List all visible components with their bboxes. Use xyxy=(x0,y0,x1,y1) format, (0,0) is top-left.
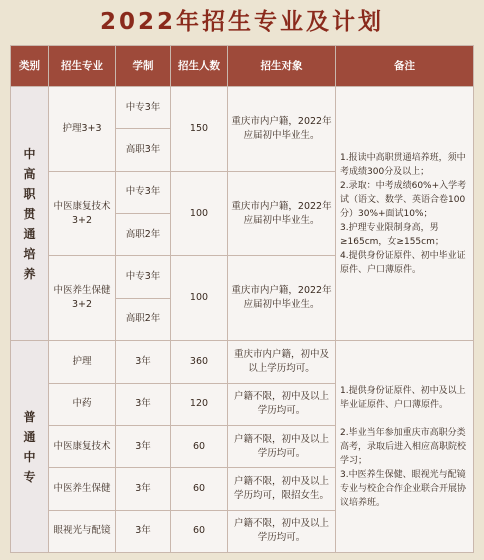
target-cell: 重庆市内户籍，初中及以上学历均可。 xyxy=(228,341,336,383)
duration-cell: 3年 xyxy=(116,383,171,425)
page-title: 2022年招生专业及计划 xyxy=(99,9,384,35)
category-label: 中高职贯通培养 xyxy=(23,146,36,281)
table-row xyxy=(11,87,474,129)
duration-cell: 高职3年 xyxy=(116,129,171,171)
header-count: 招生人数 xyxy=(171,46,228,87)
major-cell: 眼视光与配镜 xyxy=(49,510,116,552)
target-cell: 户籍不限，初中及以上学历均可。 xyxy=(228,425,336,467)
enrollment-plan-table xyxy=(10,45,474,553)
target-cell: 重庆市内户籍，2022年应届初中毕业生。 xyxy=(228,87,336,172)
duration-cell: 中专3年 xyxy=(116,87,171,129)
count-cell: 100 xyxy=(171,171,228,256)
major-cell: 中医康复技术3+2 xyxy=(49,171,116,256)
count-cell: 60 xyxy=(171,510,228,552)
table-row xyxy=(11,341,474,383)
header-duration: 学制 xyxy=(116,46,171,87)
target-cell: 户籍不限，初中及以上学历均可。 xyxy=(228,510,336,552)
header-major: 招生专业 xyxy=(49,46,116,87)
target-cell: 重庆市内户籍，2022年应届初中毕业生。 xyxy=(228,171,336,256)
major-cell: 护理3+3 xyxy=(49,87,116,172)
target-cell: 户籍不限，初中及以上学历均可，限招女生。 xyxy=(228,468,336,510)
duration-cell: 高职2年 xyxy=(116,214,171,256)
major-cell: 中医康复技术 xyxy=(49,425,116,467)
note-cell: 1.报读中高职贯通培养班，须中考成绩300分及以上； 2.录取：中考成绩60%+入学考试（语文、数学、英语合卷100分）30%+面试10%； 3.护理专业限制身高，男≥165cm，女≥155cm； 4.提供身份证原件、初中毕业证原件、户口薄原件。 xyxy=(336,87,474,341)
count-cell: 150 xyxy=(171,87,228,172)
header-note: 备注 xyxy=(336,46,474,87)
duration-cell: 3年 xyxy=(116,341,171,383)
major-cell: 中医养生保健3+2 xyxy=(49,256,116,341)
duration-cell: 3年 xyxy=(116,468,171,510)
duration-cell: 高职2年 xyxy=(116,298,171,340)
category-cell xyxy=(11,341,49,553)
header-target: 招生对象 xyxy=(228,46,336,87)
category-cell xyxy=(11,87,49,341)
target-cell: 重庆市内户籍，2022年应届初中毕业生。 xyxy=(228,256,336,341)
major-cell: 护理 xyxy=(49,341,116,383)
category-label: 普通中专 xyxy=(23,409,36,484)
count-cell: 100 xyxy=(171,256,228,341)
table-header-row xyxy=(11,46,474,87)
count-cell: 360 xyxy=(171,341,228,383)
header-category: 类别 xyxy=(11,46,49,87)
duration-cell: 3年 xyxy=(116,510,171,552)
note-cell: 1.提供身份证原件、初中及以上毕业证原件、户口薄原件。 2.毕业当年参加重庆市高职分类高考，录取后进入相应高职院校学习； 3.中医养生保健、眼视光与配镜专业与校企合作企业联合开展协议培养班。 xyxy=(336,341,474,553)
count-cell: 120 xyxy=(171,383,228,425)
major-cell: 中医养生保健 xyxy=(49,468,116,510)
count-cell: 60 xyxy=(171,468,228,510)
duration-cell: 3年 xyxy=(116,425,171,467)
count-cell: 60 xyxy=(171,425,228,467)
major-cell: 中药 xyxy=(49,383,116,425)
duration-cell: 中专3年 xyxy=(116,171,171,213)
target-cell: 户籍不限，初中及以上学历均可。 xyxy=(228,383,336,425)
duration-cell: 中专3年 xyxy=(116,256,171,298)
